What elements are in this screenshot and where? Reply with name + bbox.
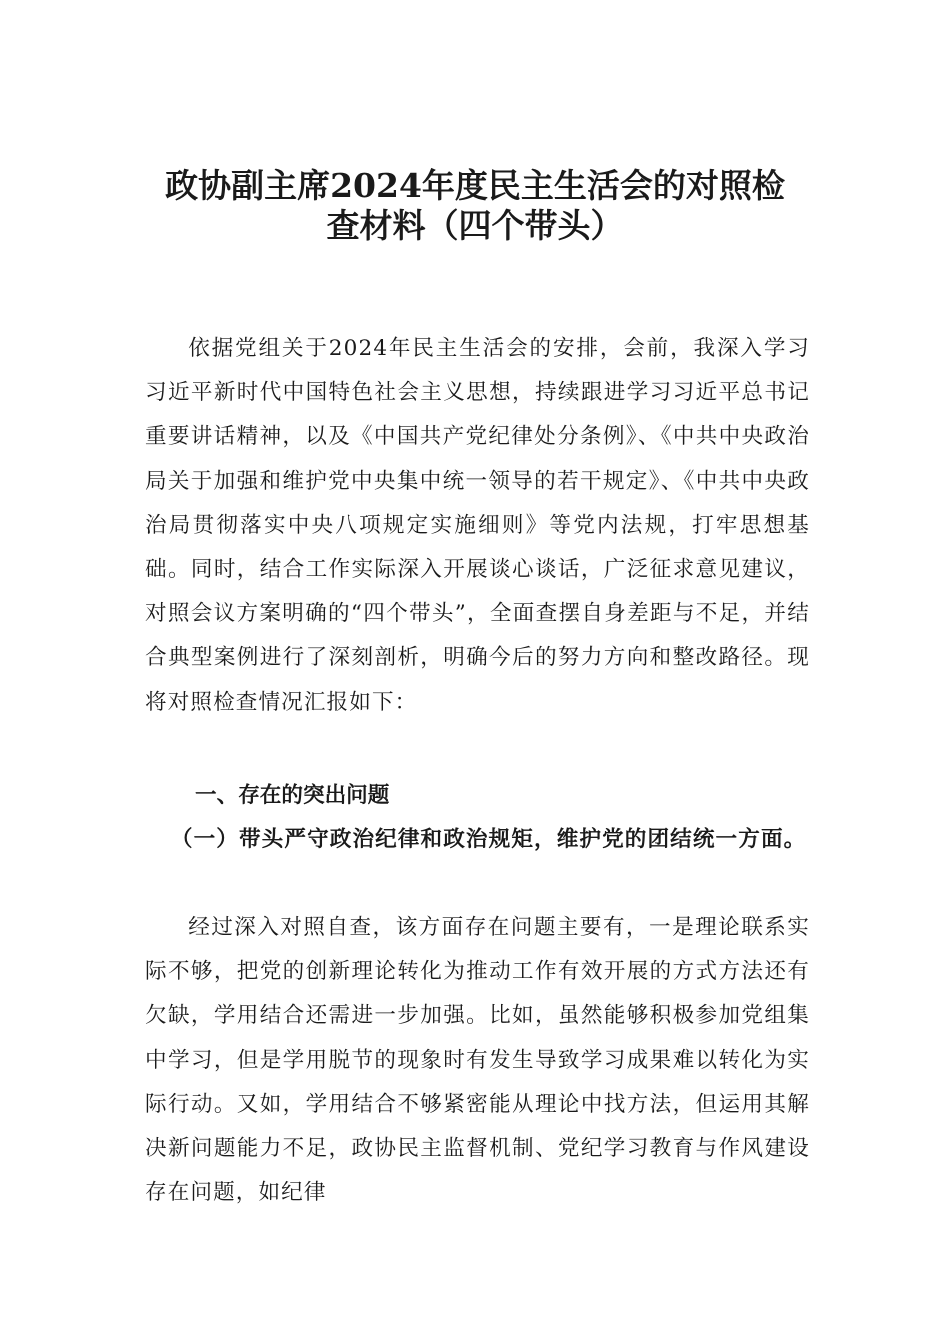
subsection-heading-political-discipline: （一）带头严守政治纪律和政治规矩，维护党的团结统一方面。: [170, 827, 807, 852]
section-heading-problems: 一、存在的突出问题: [195, 783, 390, 808]
document-title-line-1: 政协副主席2024年度民主生活会的对照检: [165, 166, 785, 205]
subsection-paragraph: 经过深入对照自查，该方面存在问题主要有，一是理论联系实际不够，把党的创新理论转化为推动工作有效开展的方式方法还有欠缺，学用结合还需进一步加强。比如，虽然能够积极参加党组集中学习，但是学用脱节的现象时有发生导致学习成果难以转化为实际行动。又如，学用结合不够紧密能从理论中找方法，但运用其解决新问题能力不足，政协民主监督机制、党纪学习教育与作风建设存在问题，如纪律: [145, 915, 810, 1206]
document-title-line-2: 查材料（四个带头）: [326, 206, 624, 245]
intro-paragraph: 依据党组关于2024年民主生活会的安排，会前，我深入学习习近平新时代中国特色社会主义思想，持续跟进学习习近平总书记重要讲话精神，以及《中国共产党纪律处分条例》、《中共中央政治局关于加强和维护党中央集中统一领导的若干规定》、《中共中央政治局贯彻落实中央八项规定实施细则》等党内法规，打牢思想基础。同时，结合工作实际深入开展谈心谈话，广泛征求意见建议，对照会议方案明确的“四个带头”，全面查摆自身差距与不足，并结合典型案例进行了深刻剖析，明确今后的努力方向和整改路径。现将对照检查情况汇报如下：: [145, 336, 810, 715]
